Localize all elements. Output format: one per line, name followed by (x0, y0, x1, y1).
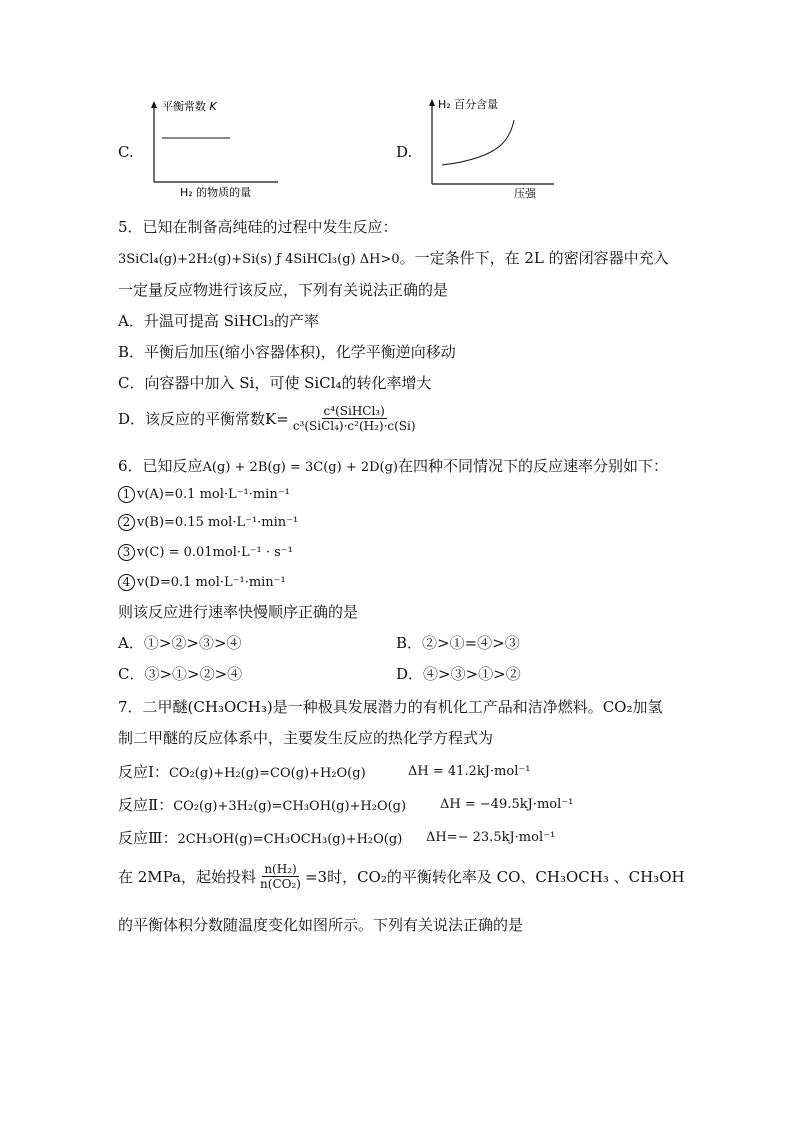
q5-d-numerator: c⁴(SiHCl₃) (323, 404, 385, 418)
q7-r3-label: 反应Ⅲ： (118, 829, 178, 847)
q7-r3-dh: ΔH=− 23.5kJ·mol⁻¹ (426, 830, 556, 845)
q7-cond-a: 在 2MPa，起始投料 (118, 867, 257, 886)
q6-intro-a: 6．已知反应 (118, 457, 203, 475)
q5-equation-line (118, 248, 669, 269)
q6-intro (118, 456, 668, 477)
q7-frac-den: n(CO₂) (260, 877, 301, 891)
circled-number: 2 (118, 514, 135, 531)
q6-item-1-text: v(A)=0.1 mol·L⁻¹·min⁻¹ (137, 487, 290, 502)
q7-r2-label: 反应Ⅱ： (118, 796, 174, 814)
graph-c-y-arrow (151, 101, 157, 108)
q7-reaction-3 (118, 828, 402, 849)
q5-option-d-fraction (291, 404, 418, 433)
q7-r1-label: 反应Ⅰ： (118, 763, 169, 781)
q6-option-a: A．①>②>③>④ (118, 634, 242, 652)
q5-option-a: A．升温可提高 SiHCl₃的产率 (118, 312, 320, 330)
q6-item-3 (118, 544, 293, 562)
q6-item-2 (118, 514, 298, 532)
q7-feed-ratio (258, 862, 303, 891)
q5-condition: 。一定条件下，在 2L 的密闭容器中充入 (399, 249, 669, 267)
graph-d-y-arrow (429, 99, 435, 106)
q6-intro-b: 在四种不同情况下的反应速率分别如下： (398, 457, 669, 475)
q6-option-d: D．④>③>①>② (396, 665, 521, 683)
q6-item-4 (118, 574, 286, 592)
q5-intro: 5．已知在制备高纯硅的过程中发生反应： (118, 218, 398, 236)
q7-intro-b: 制二甲醚的反应体系中，主要发生反应的热化学方程式为 (118, 729, 494, 747)
q6-option-c: C．③>①>②>④ (118, 665, 243, 683)
graph-d-curve (442, 120, 514, 165)
q7-r2-dh: ΔH = −49.5kJ·mol⁻¹ (440, 797, 574, 812)
q5-option-c: C．向容器中加入 Si，可使 SiCl₄的转化率增大 (118, 374, 432, 392)
option-c-label: C. (118, 143, 134, 161)
q7-r3-eq: 2CH₃OH(g)=CH₃OCH₃(g)+H₂O(g) (177, 832, 403, 847)
q7-reaction-1 (118, 762, 366, 783)
q5-d-denominator: c³(SiCl₄)·c²(H₂)·c(Si) (292, 419, 416, 433)
option-d-label: D. (396, 143, 413, 161)
q7-intro-a: 7．二甲醚(CH₃OCH₃)是一种极具发展潜力的有机化工产品和洁净燃料。CO₂加氢 (118, 698, 663, 716)
q7-r1-eq: CO₂(g)+H₂(g)=CO(g)+H₂O(g) (168, 766, 366, 781)
q6-question: 则该反应进行速率快慢顺序正确的是 (118, 603, 359, 621)
q6-item-3-text: v(C) = 0.01mol·L⁻¹ · s⁻¹ (137, 545, 293, 560)
q5-option-b: B．平衡后加压(缩小容器体积)，化学平衡逆向移动 (118, 343, 456, 361)
graph-c (140, 92, 290, 202)
graph-d (420, 92, 570, 202)
q7-frac-num: n(H₂) (264, 862, 297, 876)
circled-number: 4 (118, 574, 135, 591)
q5-equation: 3SiCl₄(g)+2H₂(g)+Si(s) ƒ 4SiHCl₃(g) ΔH>0 (118, 252, 400, 267)
q6-option-b: B．②>①=④>③ (396, 634, 520, 652)
graph-d-ylabel: H₂ 百分含量 (438, 98, 499, 111)
q6-item-2-text: v(B)=0.15 mol·L⁻¹·min⁻¹ (137, 515, 299, 530)
q6-item-1 (118, 486, 290, 504)
graph-d-xlabel: 压强 (514, 187, 536, 200)
q7-cond-b: =3时，CO₂的平衡转化率及 CO、CH₃OCH₃ 、CH₃OH (304, 867, 685, 886)
q7-r1-dh: ΔH = 41.2kJ·mol⁻¹ (408, 764, 531, 779)
graph-c-xlabel: H₂ 的物质的量 (180, 186, 252, 199)
q7-reaction-2 (118, 795, 406, 816)
q5-option-d-prefix: D．该反应的平衡常数K= (118, 409, 289, 428)
q5-option-d (118, 404, 420, 433)
circled-number: 3 (118, 544, 135, 561)
q5-line2: 一定量反应物进行该反应，下列有关说法正确的是 (118, 281, 449, 299)
q6-reaction: A(g) + 2B(g) = 3C(g) + 2D(g) (202, 460, 399, 475)
q7-condition (118, 862, 685, 891)
q6-item-4-text: v(D=0.1 mol·L⁻¹·min⁻¹ (137, 575, 286, 590)
circled-number: 1 (118, 486, 135, 503)
q7-last-line: 的平衡体积分数随温度变化如图所示。下列有关说法正确的是 (118, 916, 524, 934)
q7-r2-eq: CO₂(g)+3H₂(g)=CH₃OH(g)+H₂O(g) (173, 799, 407, 814)
graph-c-ylabel: 平衡常数 K (162, 100, 217, 113)
